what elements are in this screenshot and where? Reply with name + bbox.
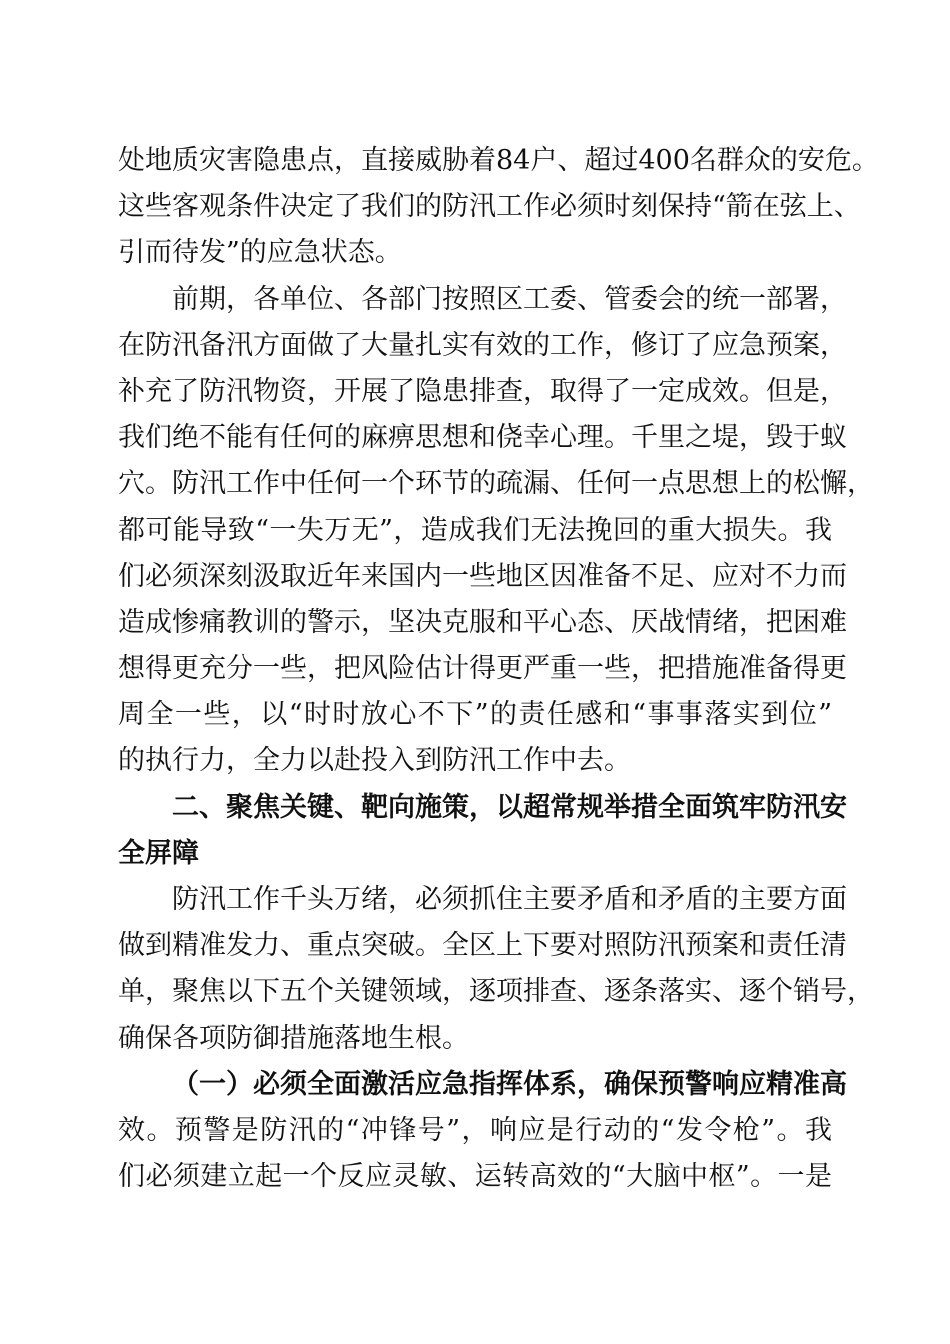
text-line: 都可能导致“一失万无”，造成我们无法挽回的重大损失。我	[118, 514, 832, 546]
text-line: 的执行力，全力以赴投入到防汛工作中去。	[118, 745, 631, 777]
text-line: 前期，各单位、各部门按照区工委、管委会的统一部署，	[172, 283, 847, 315]
text-line: 在防汛备汛方面做了大量扎实有效的工作，修订了应急预案，	[118, 329, 847, 361]
text-line: 防汛工作千头万绪，必须抓住主要矛盾和矛盾的主要方面	[172, 884, 847, 915]
text-line: 们必须深刻汲取近年来国内一些地区因准备不足、应对不力而	[118, 560, 847, 592]
text-line: 穴。防汛工作中任何一个环节的疏漏、任何一点思想上的松懈，	[118, 468, 874, 500]
text-line: 想得更充分一些，把风险估计得更严重一些，把措施准备得更	[118, 653, 847, 685]
text-line: 周全一些，以“时时放心不下”的责任感和“事事落实到位”	[118, 699, 832, 731]
text-line: 造成惨痛教训的警示，坚决克服和平心态、厌战情绪，把困难	[118, 606, 847, 638]
subsection-heading: （一）必须全面激活应急指挥体系，确保预警响应精准高	[172, 1068, 847, 1100]
text-line: 做到精准发力、重点突破。全区上下要对照防汛预案和责任清	[118, 930, 847, 962]
document-body	[118, 138, 879, 1200]
text-line: 确保各项防御措施落地生根。	[118, 1022, 469, 1054]
text-line: 单，聚焦以下五个关键领域，逐项排查、逐条落实、逐个销号，	[118, 976, 874, 1008]
text-line: 我们绝不能有任何的麻痹思想和侥幸心理。千里之堤，毁于蚁	[118, 422, 847, 454]
text-line: 补充了防汛物资，开展了隐患排查，取得了一定成效。但是，	[118, 375, 847, 407]
text-line: 处地质灾害隐患点，直接威胁着84户、超过400名群众的安危。	[118, 145, 879, 176]
section-heading: 全屏障	[118, 837, 199, 869]
text-line: 效。预警是防汛的“冲锋号”，响应是行动的“发令枪”。我	[118, 1114, 832, 1146]
text-line: 这些客观条件决定了我们的防汛工作必须时刻保持“箭在弦上、	[118, 191, 861, 223]
text-line: 们必须建立起一个反应灵敏、运转高效的“大脑中枢”。一是	[118, 1161, 832, 1193]
section-heading: 二、聚焦关键、靶向施策，以超常规举措全面筑牢防汛安	[172, 791, 847, 823]
text-line: 引而待发”的应急状态。	[118, 237, 402, 269]
